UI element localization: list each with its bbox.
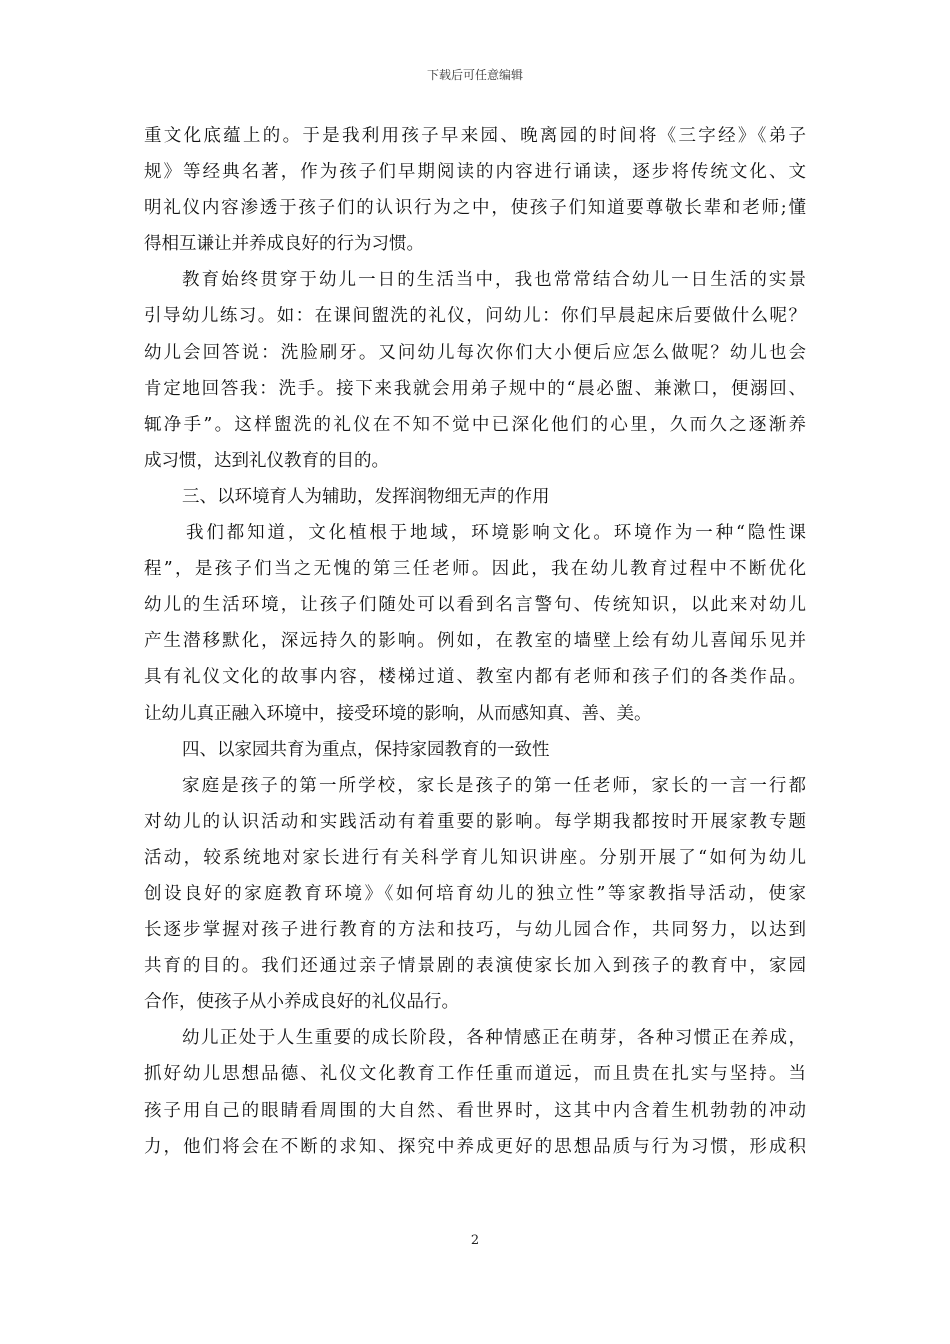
text-line: 活动，较系统地对家长进行有关科学育儿知识讲座。分别开展了“如何为幼儿 [144, 847, 806, 868]
text-line: 对幼儿的认识活动和实践活动有着重要的影响。每学期我都按时开展家教专题 [144, 811, 806, 832]
text-line: 让幼儿真正融入环境中，接受环境的影响，从而感知真、善、美。 [144, 703, 652, 724]
paragraph-first-line: 家庭是孩子的第一所学校，家长是孩子的第一任老师，家长的一言一行都 [182, 775, 806, 796]
page-number: 2 [470, 1233, 480, 1248]
paragraph-first-line: 教育始终贯穿于幼儿一日的生活当中，我也常常结合幼儿一日生活的实景 [182, 270, 806, 291]
document-body [144, 118, 806, 1165]
text-line: 程”，是孩子们当之无愧的第三任老师。因此，我在幼儿教育过程中不断优化 [144, 559, 806, 580]
text-line: 长逐步掌握对孩子进行教育的方法和技巧，与幼儿园合作，共同努力，以达到 [144, 920, 806, 941]
text-line: 重文化底蕴上的。于是我利用孩子早来园、晚离园的时间将《三字经》《弟子 [144, 126, 806, 146]
text-line: 幼儿会回答说：洗脸刷牙。又问幼儿每次你们大小便后应怎么做呢？幼儿也会 [144, 342, 806, 363]
text-line: 创设良好的家庭教育环境》《如何培育幼儿的独立性”等家教指导活动，使家 [144, 883, 806, 904]
text-line: 辄净手”。这样盥洗的礼仪在不知不觉中已深化他们的心里，久而久之逐渐养 [144, 414, 806, 435]
section-heading: 三、以环境育人为辅助，发挥润物细无声的作用 [182, 486, 550, 507]
text-line: 幼儿的生活环境，让孩子们随处可以看到名言警句、传统知识，以此来对幼儿 [144, 595, 806, 616]
text-line: 产生潜移默化，深远持久的影响。例如，在教室的墙壁上绘有幼儿喜闻乐见并 [144, 631, 806, 652]
section-heading: 四、以家园共育为重点，保持家园教育的一致性 [182, 739, 550, 760]
text-line: 具有礼仪文化的故事内容，楼梯过道、教室内都有老师和孩子们的各类作品。 [144, 667, 806, 688]
text-line: 引导幼儿练习。如：在课间盥洗的礼仪，问幼儿：你们早晨起床后要做什么呢？ [144, 306, 806, 327]
paragraph-first-line: 我们都知道，文化植根于地域，环境影响文化。环境作为一种“隐性课 [186, 523, 806, 544]
page-header: 下载后可任意编辑 [426, 68, 523, 82]
text-line: 共育的目的。我们还通过亲子情景剧的表演使家长加入到孩子的教育中，家园 [144, 956, 806, 977]
text-line: 成习惯，达到礼仪教育的目的。 [144, 450, 389, 471]
text-line: 抓好幼儿思想品德、礼仪文化教育工作任重而道远，而且贵在扎实与坚持。当 [144, 1064, 806, 1085]
text-line: 力，他们将会在不断的求知、探究中养成更好的思想品质与行为习惯，形成积 [144, 1136, 806, 1157]
text-line: 孩子用自己的眼睛看周围的大自然、看世界时，这其中内含着生机勃勃的冲动 [144, 1100, 806, 1121]
text-line: 合作，使孩子从小养成良好的礼仪品行。 [144, 992, 459, 1013]
text-line: 明礼仪内容渗透于孩子们的认识行为之中，使孩子们知道要尊敬长辈和老师;懂 [144, 198, 806, 219]
paragraph-first-line: 幼儿正处于人生重要的成长阶段，各种情感正在萌芽，各种习惯正在养成， [182, 1028, 806, 1049]
text-line: 规》等经典名著，作为孩子们早期阅读的内容进行诵读，逐步将传统文化、文 [144, 162, 806, 183]
text-line: 肯定地回答我：洗手。接下来我就会用弟子规中的“晨必盥、兼漱口，便溺回、 [144, 378, 806, 399]
text-line: 得相互谦让并养成良好的行为习惯。 [144, 234, 424, 255]
